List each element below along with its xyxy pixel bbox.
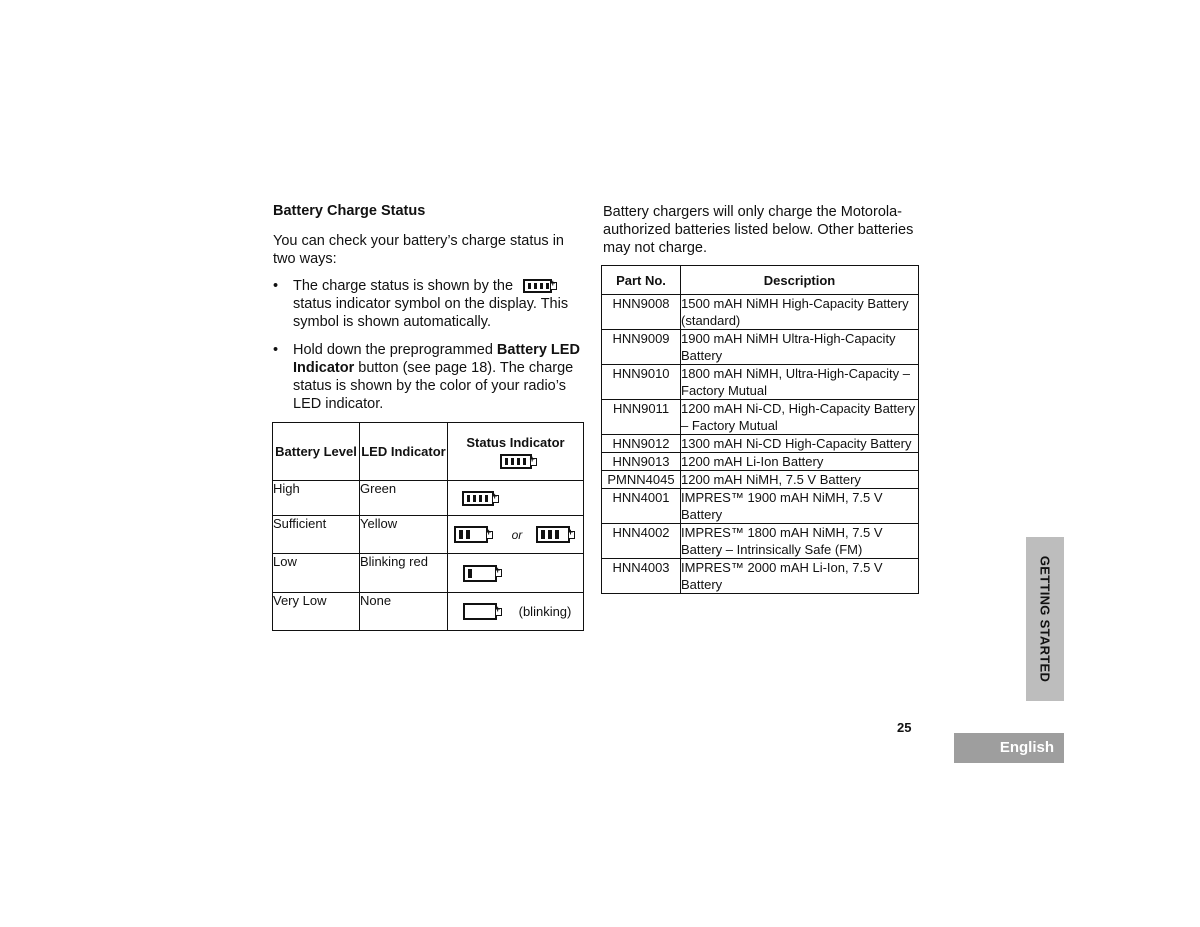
battery-parts-table (601, 265, 919, 594)
battery-high-icon (462, 491, 494, 506)
table-row (602, 471, 919, 489)
table-row (602, 295, 919, 330)
section-side-tab (1026, 537, 1064, 701)
header-led-indicator: LED Indicator (360, 423, 448, 481)
table-row (273, 593, 584, 631)
bullet-text-after: status indicator symbol on the display. This symbol is shown automatically. (293, 296, 569, 330)
battery-full-icon (500, 454, 532, 469)
bullet-text (293, 341, 585, 413)
part-number-cell: HNN9008 (602, 295, 681, 330)
description-cell: 1200 mAH Li-Ion Battery (681, 453, 919, 471)
battery-empty-icon (463, 603, 497, 620)
bullet-text-after: button (see page 18). The charge status is shown by the color of your radio’s LED indicator. (293, 360, 574, 412)
table-row (602, 435, 919, 453)
bullet-text-before: The charge status is shown by the (293, 278, 514, 294)
table-row (273, 516, 584, 554)
intro-paragraph: You can check your battery’s charge status in two ways: (273, 233, 564, 267)
bullet-text (293, 277, 585, 331)
header-status-label: Status Indicator (466, 434, 565, 450)
battery-low-icon (463, 565, 497, 582)
table-row (602, 559, 919, 594)
header-part-no: Part No. (602, 266, 681, 295)
table-row (602, 524, 919, 559)
battery-two-bars-icon (454, 526, 488, 543)
level-cell: Very Low (273, 593, 360, 631)
blinking-note: (blinking) (518, 604, 572, 620)
part-number-cell: HNN4003 (602, 559, 681, 594)
bullet-dot: • (273, 342, 279, 358)
table-row (602, 489, 919, 524)
indicator-cell (448, 481, 584, 516)
led-cell: Blinking red (360, 554, 448, 593)
button-name: Battery LED Indicator (293, 342, 580, 376)
led-cell: Green (360, 481, 448, 516)
table-row (273, 481, 584, 516)
bullet-text-before: Hold down the preprogrammed (293, 342, 493, 358)
table-row (602, 453, 919, 471)
description-cell: 1200 mAH NiMH, 7.5 V Battery (681, 471, 919, 489)
header-description: Description (681, 266, 919, 295)
led-cell: Yellow (360, 516, 448, 554)
table-row (602, 330, 919, 365)
battery-full-icon (523, 279, 552, 293)
section-heading: Battery Charge Status (273, 203, 426, 219)
part-number-cell: PMNN4045 (602, 471, 681, 489)
header-battery-level: Battery Level (273, 423, 360, 481)
led-cell: None (360, 593, 448, 631)
part-number-cell: HNN9013 (602, 453, 681, 471)
description-cell: 1800 mAH NiMH, Ultra-High-Capacity – Factory Mutual (681, 365, 919, 400)
table-row (602, 365, 919, 400)
bullet-dot: • (273, 278, 279, 294)
indicator-cell (448, 554, 584, 593)
description-cell: 1300 mAH Ni-CD High-Capacity Battery (681, 435, 919, 453)
section-tab-label: GETTING STARTED (1037, 555, 1053, 683)
level-cell: Low (273, 554, 360, 593)
page-number: 25 (897, 720, 912, 735)
language-tab: English (954, 733, 1064, 763)
part-number-cell: HNN9011 (602, 400, 681, 435)
chargers-paragraph: Battery chargers will only charge the Motorola-authorized batteries listed below. Other batteries may not charge. (603, 204, 914, 256)
level-cell: Sufficient (273, 516, 360, 554)
part-number-cell: HNN9010 (602, 365, 681, 400)
header-status-indicator (448, 423, 584, 481)
description-cell: IMPRES™ 1800 mAH NiMH, 7.5 V Battery – Intrinsically Safe (FM) (681, 524, 919, 559)
table-row (273, 554, 584, 593)
level-cell: High (273, 481, 360, 516)
indicator-cell (448, 516, 584, 554)
description-cell: 1200 mAH Ni-CD, High-Capacity Battery – Factory Mutual (681, 400, 919, 435)
or-label: or (511, 527, 523, 542)
description-cell: 1500 mAH NiMH High-Capacity Battery (standard) (681, 295, 919, 330)
indicator-cell (448, 593, 584, 631)
table-row (602, 400, 919, 435)
battery-level-table (272, 422, 584, 631)
description-cell: 1900 mAH NiMH Ultra-High-Capacity Battery (681, 330, 919, 365)
description-cell: IMPRES™ 1900 mAH NiMH, 7.5 V Battery (681, 489, 919, 524)
part-number-cell: HNN4001 (602, 489, 681, 524)
description-cell: IMPRES™ 2000 mAH Li-Ion, 7.5 V Battery (681, 559, 919, 594)
part-number-cell: HNN9012 (602, 435, 681, 453)
part-number-cell: HNN4002 (602, 524, 681, 559)
battery-three-bars-icon (536, 526, 570, 543)
part-number-cell: HNN9009 (602, 330, 681, 365)
